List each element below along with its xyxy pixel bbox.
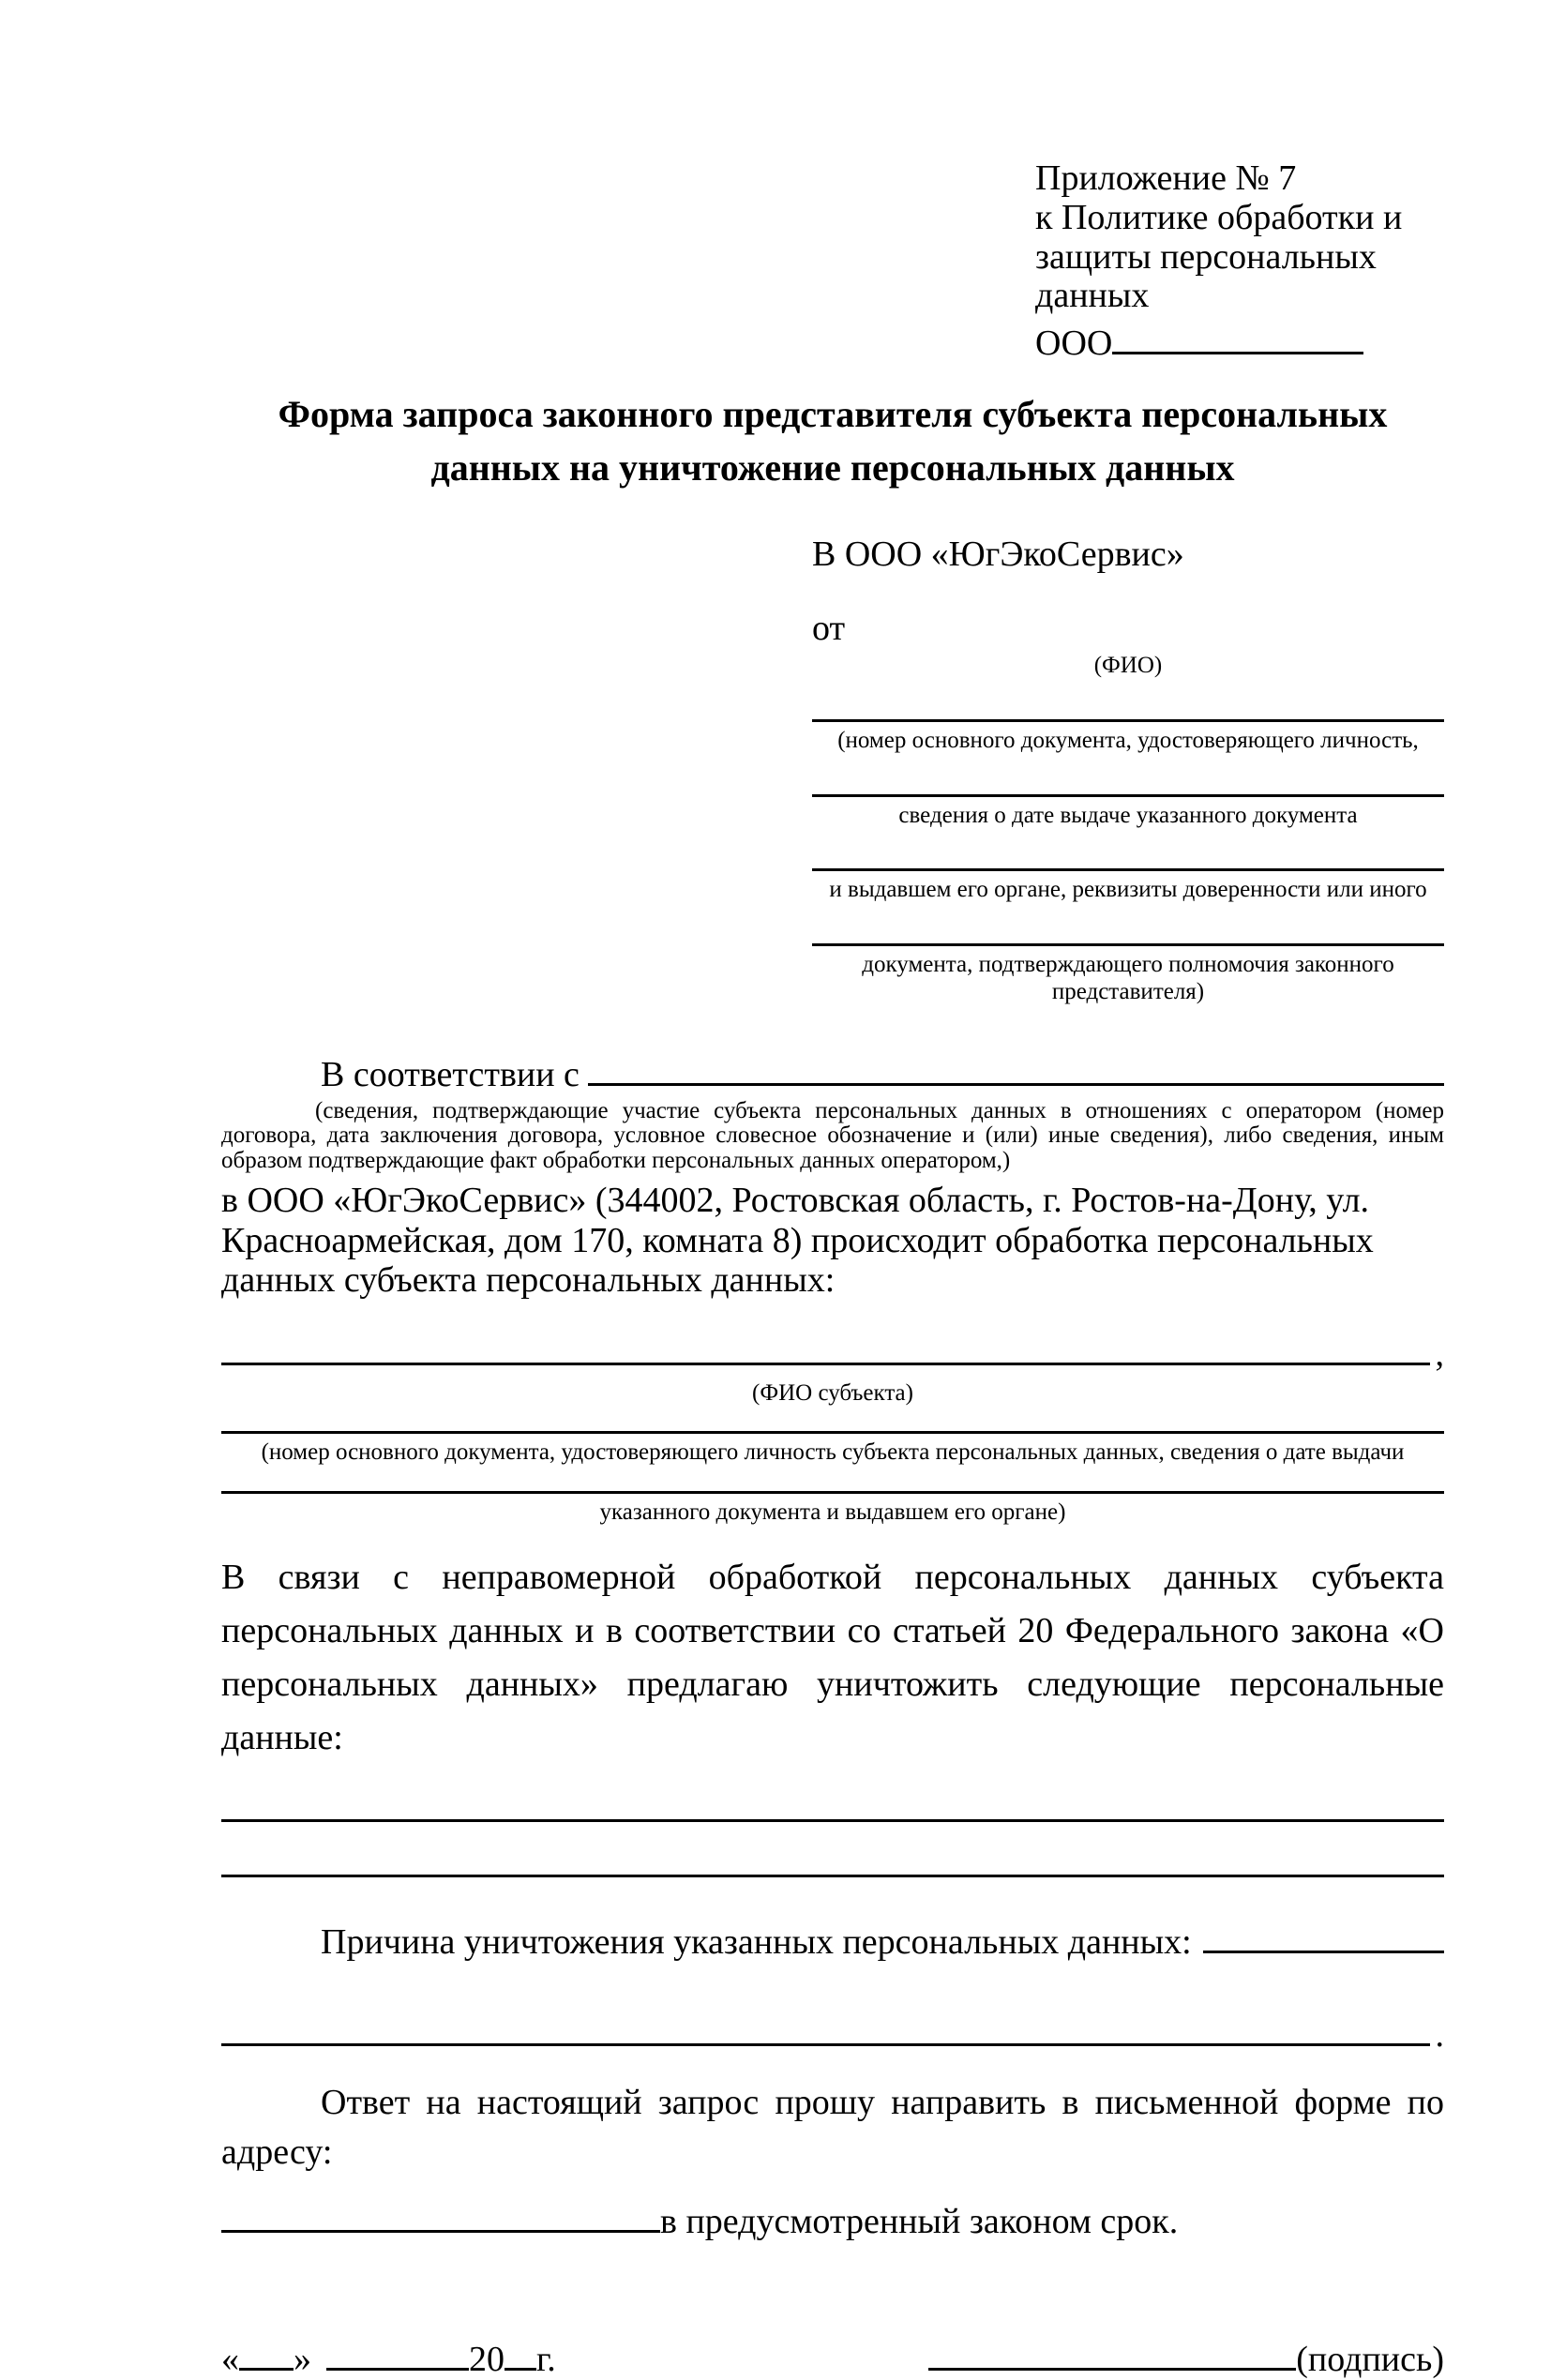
according-row xyxy=(221,1046,1444,1095)
subject-doc-caption: указанного документа и выдавшем его органе) xyxy=(599,1499,1066,1526)
ooo-label: ООО xyxy=(1035,324,1113,364)
quote-close: » xyxy=(294,2339,311,2379)
appendix-note-line: к Политике обработки и xyxy=(1035,197,1403,237)
representative-doc-field xyxy=(812,943,1444,1006)
blank-field-line[interactable] xyxy=(812,868,1444,871)
appendix-note-line: защиты персональных данных xyxy=(1035,236,1377,316)
subject-fio-field xyxy=(221,1325,1444,1408)
reason-continuation-row xyxy=(221,2006,1444,2056)
appendix-note xyxy=(1035,159,1440,364)
reason-label: Причина уничтожения указанных персональных данных: xyxy=(321,1921,1192,1962)
blank-field-line[interactable] xyxy=(812,719,1444,722)
field-caption: и выдавшем его органе, реквизиты доверенности или иного xyxy=(829,877,1427,903)
field-caption: документа, подтверждающего полномочия законного представителя) xyxy=(862,952,1394,1004)
from-label: от xyxy=(812,609,846,649)
representative-doc-field xyxy=(812,868,1444,904)
comma-punctuation: , xyxy=(1435,1333,1444,1374)
blank-field-line[interactable] xyxy=(221,1431,1444,1434)
according-label: В соответствии с xyxy=(321,1054,580,1094)
page-title xyxy=(221,388,1444,495)
reason-blank-field[interactable] xyxy=(1203,1913,1444,1953)
appendix-ooo-line xyxy=(1035,316,1440,364)
data-to-destroy-line[interactable] xyxy=(221,1875,1444,1877)
blank-field-line[interactable] xyxy=(221,2006,1430,2046)
subject-doc-field xyxy=(221,1491,1444,1527)
reply-tail-text: в предусмотренный законом срок. xyxy=(660,2201,1179,2241)
reply-address-row xyxy=(221,2194,1444,2242)
data-to-destroy-line[interactable] xyxy=(221,1819,1444,1822)
day-blank-field[interactable] xyxy=(239,2332,294,2371)
page-title-line-2: данных на уничтожение персональных данных xyxy=(430,445,1235,489)
appendix-note-line: Приложение № 7 xyxy=(1035,158,1297,198)
quote-open: « xyxy=(221,2339,239,2379)
subject-doc-caption: (номер основного документа, удостоверяющего личность субъекта персональных данных, сведения о дате выдачи xyxy=(261,1439,1405,1466)
subject-fio-caption: (ФИО субъекта) xyxy=(752,1379,913,1406)
period-punctuation: . xyxy=(1435,2014,1444,2055)
processing-paragraph: в ООО «ЮгЭкоСервис» (344002, Ростовская область, г. Ростов-на-Дону, ул. Красноармейская, дом 170, комната 8) происходит обработка персональных данных субъекта персональных данных: xyxy=(221,1181,1374,1301)
legal-note: (сведения, подтверждающие участие субъекта персональных данных в отношениях с оператором (номер договора, дата заключения договора, условное словесное обозначение и (или) иные сведения), либо сведения, иным образом подтверждающие факт обработки персональных данных оператором,) xyxy=(221,1097,1444,1173)
field-caption: (номер основного документа, удостоверяющего личность, xyxy=(837,727,1419,753)
reason-row xyxy=(221,1913,1444,1963)
from-row xyxy=(812,608,1444,649)
signature-blank-field[interactable] xyxy=(928,2332,1296,2371)
month-blank-field[interactable] xyxy=(326,2332,469,2371)
ooo-blank-field[interactable] xyxy=(1112,316,1363,354)
date-block xyxy=(221,2332,556,2380)
subject-doc-field xyxy=(221,1431,1444,1467)
year-prefix: 20 xyxy=(469,2339,504,2379)
according-blank-field[interactable] xyxy=(588,1046,1444,1086)
blank-field-line[interactable] xyxy=(221,1491,1444,1494)
page-title-line-1: Форма запроса законного представителя субъекта персональных xyxy=(278,392,1388,435)
signature-caption: (подпись) xyxy=(1296,2339,1444,2379)
request-paragraph: В связи с неправомерной обработкой персональных данных субъекта персональных данных и в соответствии со статьей 20 Федерального закона «О персональных данных» предлагаю уничтожить следующие персональные данные: xyxy=(221,1557,1444,1757)
footer-row xyxy=(221,2332,1444,2380)
blank-field-line[interactable] xyxy=(221,1325,1430,1365)
addressee-block xyxy=(812,535,1444,1006)
signature-block xyxy=(928,2332,1444,2380)
year-suffix: г. xyxy=(536,2339,556,2379)
address-blank-field[interactable] xyxy=(221,2194,660,2233)
year-blank-field[interactable] xyxy=(504,2332,536,2371)
blank-field-line[interactable] xyxy=(812,943,1444,946)
field-caption: сведения о дате выдаче указанного документа xyxy=(898,802,1358,828)
addressee-to-line: В ООО «ЮгЭкоСервис» xyxy=(812,534,1184,574)
representative-doc-field xyxy=(812,719,1444,755)
reply-paragraph: Ответ на настоящий запрос прошу направить в письменной форме по адресу: xyxy=(221,2082,1444,2172)
fio-caption: (ФИО) xyxy=(1093,653,1163,679)
representative-doc-field xyxy=(812,794,1444,830)
blank-field-line[interactable] xyxy=(812,794,1444,797)
